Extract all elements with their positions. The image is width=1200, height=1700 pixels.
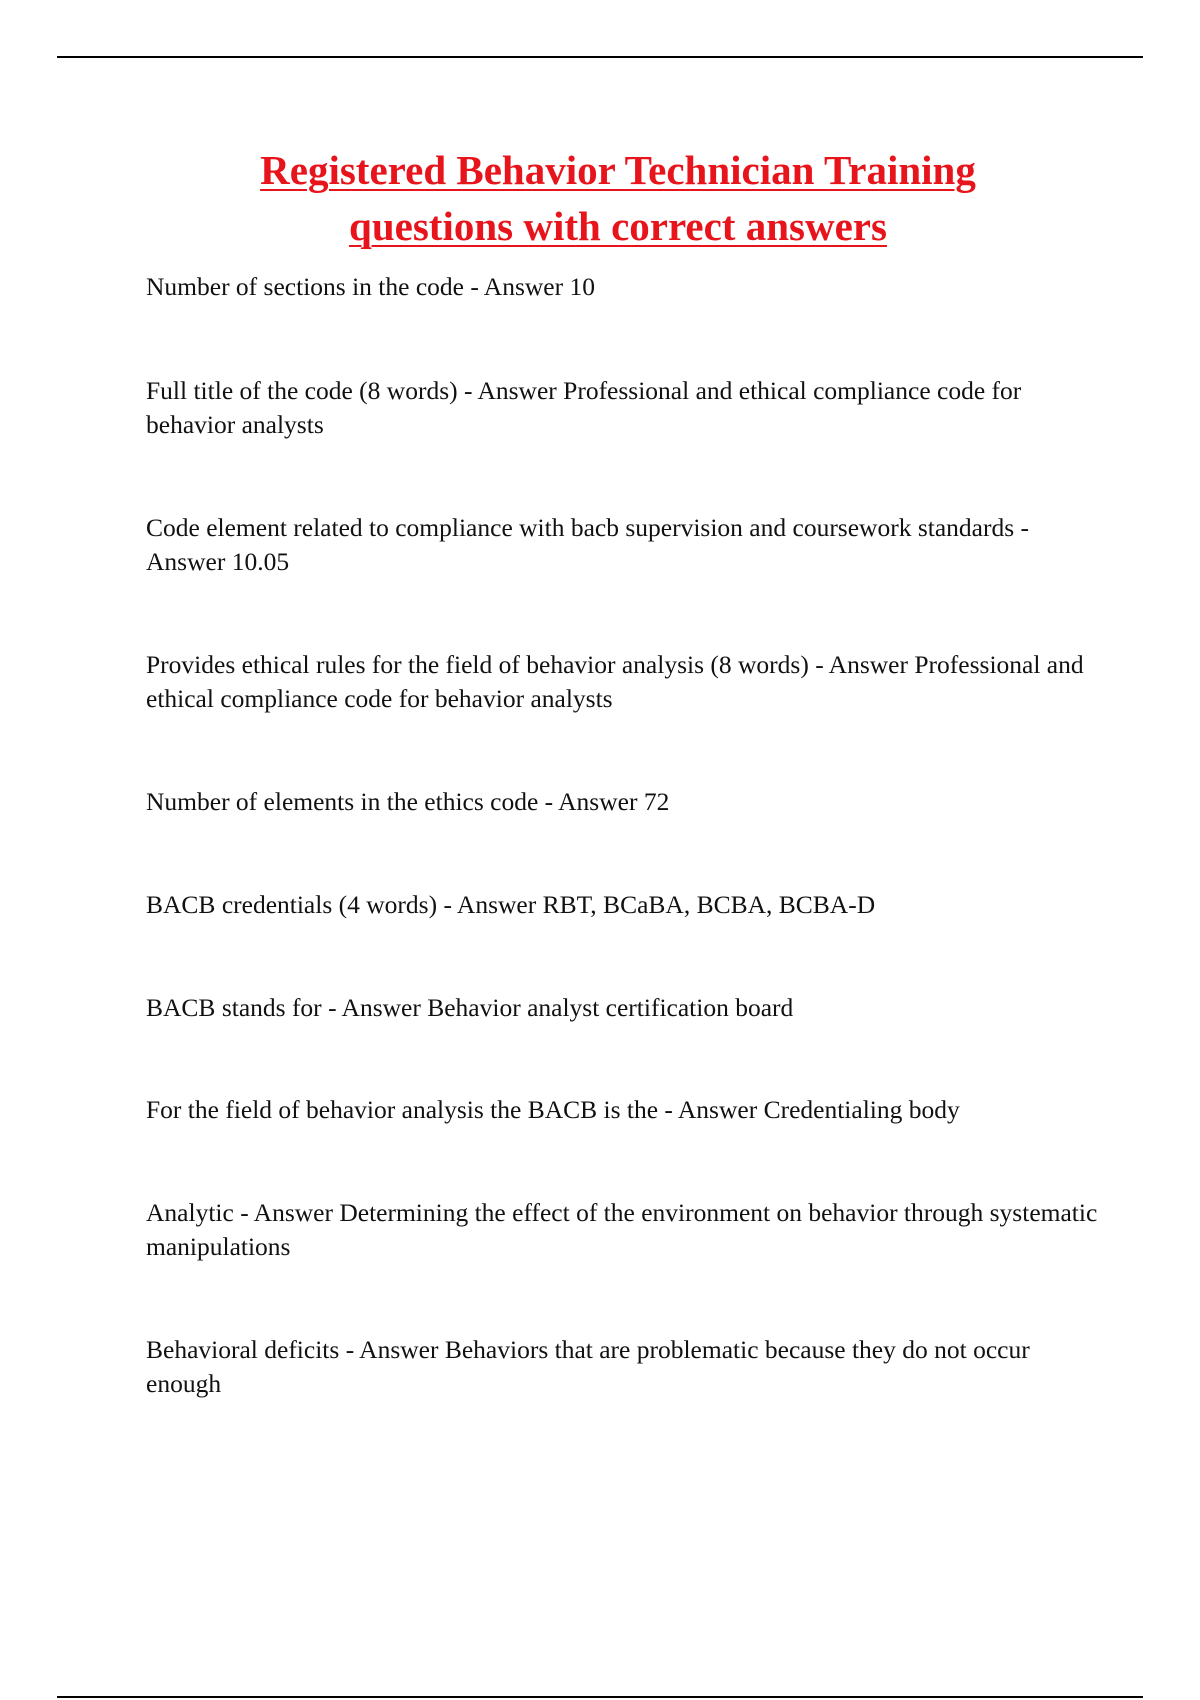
title-line-1: Registered Behavior Technician Training bbox=[260, 147, 976, 193]
question-text: Behavioral deficits bbox=[146, 1335, 340, 1364]
qa-item bbox=[146, 888, 1106, 922]
question-text: Number of sections in the code bbox=[146, 272, 464, 301]
answer-text: Determining the effect of the environment on behavior through systematic manipulations bbox=[146, 1198, 1104, 1261]
question-text: Full title of the code (8 words) bbox=[146, 376, 458, 405]
qa-item bbox=[146, 785, 1106, 819]
qa-item bbox=[146, 1093, 1106, 1127]
answer-separator: - Answer bbox=[146, 513, 1030, 576]
title-line-2: questions with correct answers bbox=[349, 203, 887, 249]
answer-text: Professional and ethical compliance code for behavior analysts bbox=[146, 650, 1090, 713]
question-text: Provides ethical rules for the field of behavior analysis (8 words) bbox=[146, 650, 809, 679]
answer-text: Behavior analyst certification board bbox=[427, 993, 794, 1022]
answer-separator: - Answer bbox=[658, 1095, 764, 1124]
qa-item bbox=[146, 270, 1106, 304]
answer-separator: - Answer bbox=[463, 272, 570, 301]
qa-item bbox=[146, 511, 1106, 579]
question-text: For the field of behavior analysis the BACB is the bbox=[146, 1095, 659, 1124]
question-text: BACB stands for bbox=[146, 993, 322, 1022]
qa-item bbox=[146, 648, 1106, 716]
answer-text: Professional and ethical compliance code for behavior analysts bbox=[146, 376, 1028, 439]
question-text: BACB credentials (4 words) bbox=[146, 890, 438, 919]
answer-text: Credentialing body bbox=[763, 1095, 960, 1124]
answer-separator: - Answer bbox=[808, 650, 915, 679]
bottom-rule bbox=[57, 1696, 1143, 1698]
qa-item bbox=[146, 374, 1106, 442]
qa-item bbox=[146, 1333, 1106, 1401]
answer-text: RBT, BCaBA, BCBA, BCBA-D bbox=[542, 890, 876, 919]
answer-text: 10.05 bbox=[231, 547, 290, 576]
question-text: Code element related to compliance with bacb supervision and coursework standards bbox=[146, 513, 1015, 542]
page-title bbox=[0, 142, 1200, 254]
answer-separator: - Answer bbox=[437, 890, 543, 919]
answer-separator: - Answer bbox=[538, 787, 644, 816]
answer-text: Behaviors that are problematic because they do not occur enough bbox=[146, 1335, 1037, 1398]
answer-text: 10 bbox=[569, 272, 595, 301]
answer-text: 72 bbox=[643, 787, 670, 816]
answer-separator: - Answer bbox=[457, 376, 564, 405]
question-text: Number of elements in the ethics code bbox=[146, 787, 539, 816]
qa-item bbox=[146, 991, 1106, 1025]
top-rule bbox=[57, 56, 1143, 58]
answer-separator: - Answer bbox=[321, 993, 428, 1022]
qa-item bbox=[146, 1196, 1106, 1264]
answer-separator: - Answer bbox=[339, 1335, 445, 1364]
answer-separator: - Answer bbox=[233, 1198, 340, 1227]
question-text: Analytic bbox=[146, 1198, 234, 1227]
